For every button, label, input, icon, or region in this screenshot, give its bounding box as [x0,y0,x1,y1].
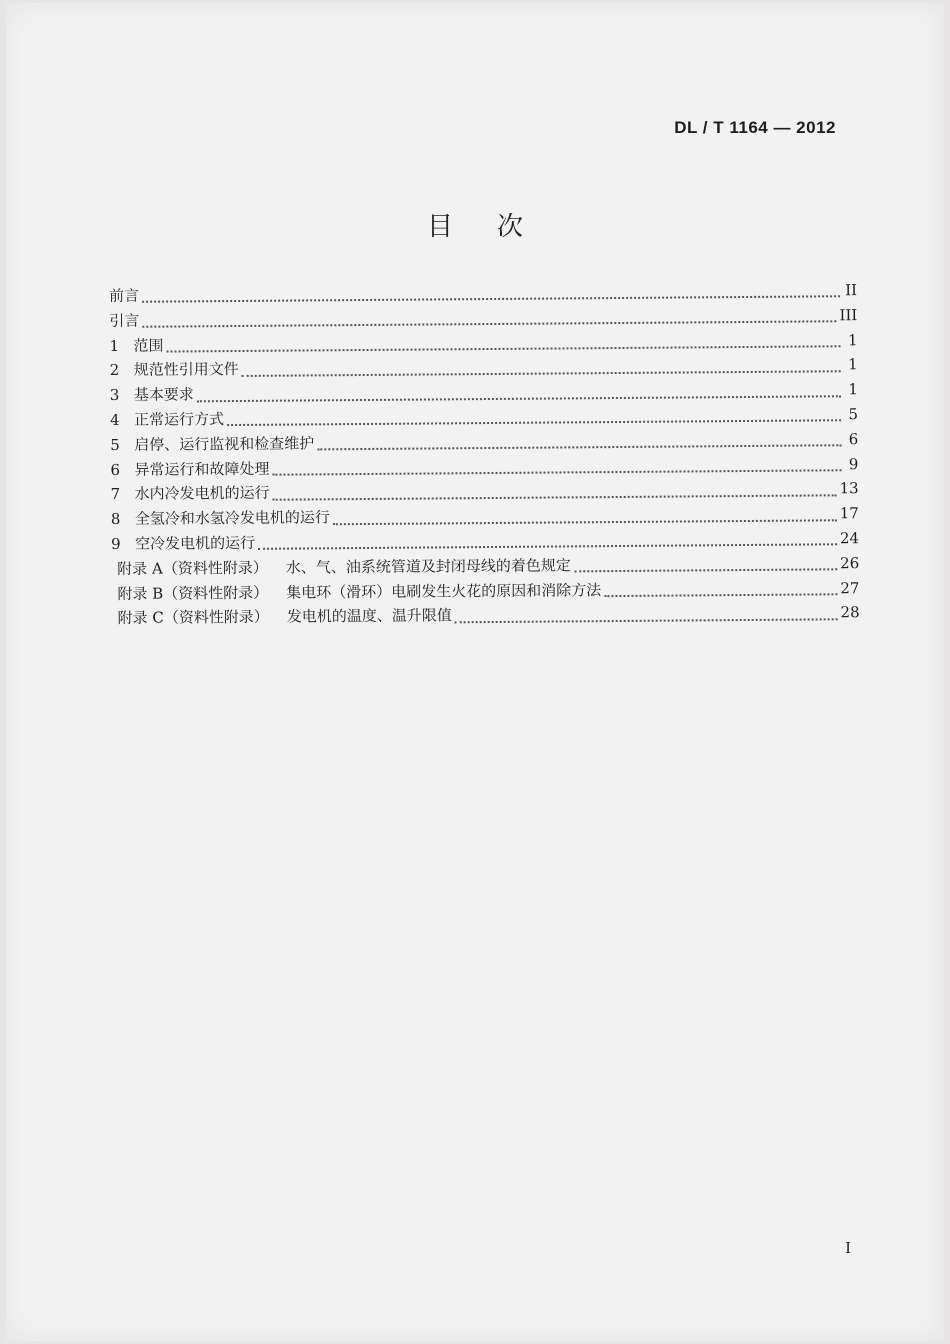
toc-entry-label [109,334,163,355]
page-number: I [845,1239,851,1257]
toc-entry-label [109,285,139,306]
toc-entry-title: 全氢冷和水氢冷发电机的运行 [134,508,330,528]
toc-entry-page: 26 [840,553,860,573]
toc-entry-label [118,605,452,629]
toc-entry-page: 1 [847,330,858,349]
toc-entry-title: 引言 [109,311,140,330]
toc-entry-label [110,384,194,406]
dot-leader [167,345,841,352]
page-title: 目次 [426,212,567,242]
toc-entry-page: 27 [840,578,860,597]
appendix-title: 水、气、油系统管道及封闭母线的着色规定 [285,556,571,577]
toc-entry-label [111,482,270,504]
toc-entry-label [110,358,239,380]
toc-entry-label [111,532,255,554]
toc-entry-page: 5 [848,405,859,424]
toc-entry-label [117,554,571,579]
dot-leader [242,370,841,377]
document-page [6,3,944,1341]
dot-leader [227,420,841,427]
dot-leader [142,296,840,303]
dot-leader [604,593,837,597]
toc-entry-label [110,457,269,479]
toc-entry-page: 24 [839,529,860,548]
toc-entry-title: 正常运行方式 [133,410,225,429]
toc-entry-title: 水内冷发电机的运行 [134,484,270,504]
toc-entry-page: II [845,281,858,300]
toc-entry-label [111,506,330,529]
appendix-label: 附录 B（资料性附录） [117,583,269,603]
dot-leader [273,494,837,500]
toc-entry-page: 1 [848,380,858,399]
dot-leader [273,469,842,475]
toc-entry-page: III [839,305,858,325]
toc-entry-number: 2 [109,361,120,380]
toc-entry-label [109,310,139,331]
toc-entry-page: 6 [848,429,859,448]
dot-leader [258,544,837,551]
toc-entry-number: 8 [110,510,121,529]
toc-entry-number: 9 [110,534,121,553]
toc-entry-label [110,408,224,430]
toc-entry-page: 1 [848,355,858,374]
table-of-contents [109,279,860,632]
toc-entry-number: 1 [109,336,120,355]
dot-leader [333,519,837,525]
toc-entry-title: 前言 [109,286,140,305]
toc-entry-label [110,432,314,455]
appendix-label: 附录 A（资料性附录） [117,558,268,578]
toc-appendix-entry[interactable] [112,601,860,632]
toc-entry-page: 17 [839,504,859,523]
toc-entry-number: 3 [109,386,120,405]
toc-entry-page: 13 [839,479,859,498]
toc-entry-number: 6 [110,460,121,479]
toc-entry-title: 启停、运行监视和检查维护 [134,434,315,454]
appendix-label: 附录 C（资料性附录） [117,608,269,628]
dot-leader [197,395,841,402]
toc-entry-page: 28 [840,603,860,622]
dot-leader [317,444,841,450]
toc-entry-title: 空冷发电机的运行 [134,533,256,553]
dot-leader [574,568,837,572]
toc-entry-number: 4 [109,410,120,429]
appendix-title: 发电机的温度、温升限值 [286,606,452,626]
toc-entry-title: 规范性引用文件 [133,360,239,380]
toc-entry-title: 异常运行和故障处理 [134,459,270,479]
toc-entry-number: 7 [110,485,121,504]
dot-leader [455,618,838,623]
toc-entry-number: 5 [110,435,120,454]
standard-code: DL / T 1164 — 2012 [674,118,836,137]
toc-entry-title: 基本要求 [133,385,194,404]
toc-entry-page: 9 [848,454,859,473]
toc-entry-label [117,579,601,604]
appendix-title: 集电环（滑环）电刷发生火花的原因和消除方法 [286,580,602,602]
toc-entry-title: 范围 [133,336,164,355]
dot-leader [142,320,836,327]
